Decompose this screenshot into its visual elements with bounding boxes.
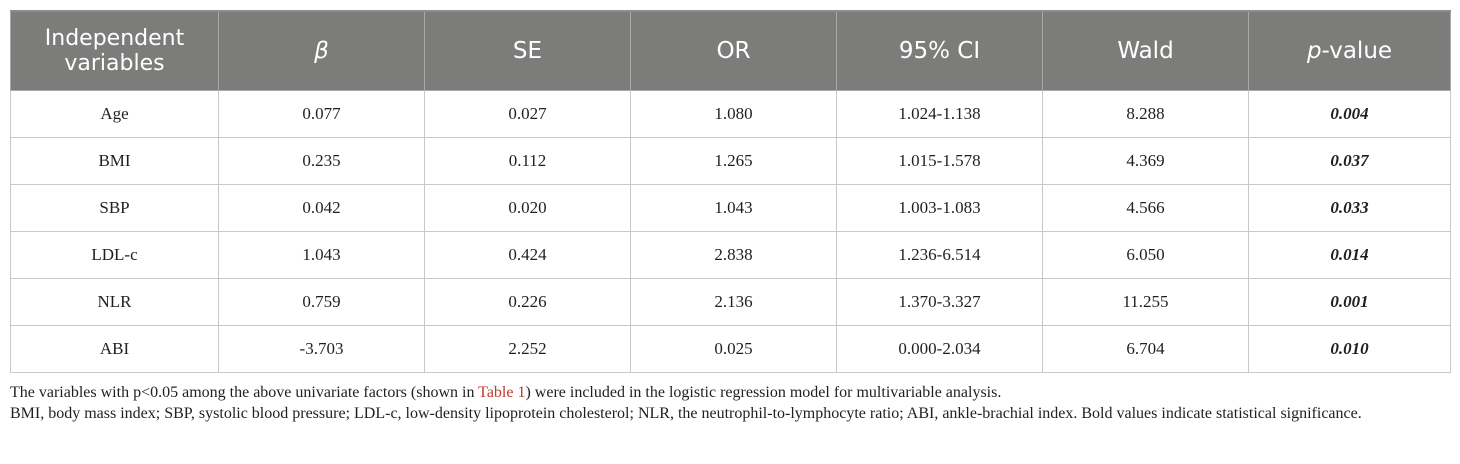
cell-p-value: 0.001 bbox=[1249, 279, 1451, 326]
cell-wald: 6.050 bbox=[1043, 232, 1249, 279]
cell-or: 1.043 bbox=[631, 185, 837, 232]
cell-ci: 1.236-6.514 bbox=[837, 232, 1043, 279]
cell-wald: 4.369 bbox=[1043, 138, 1249, 185]
cell-wald: 11.255 bbox=[1043, 279, 1249, 326]
footnote-inclusion-text-end: ) were included in the logistic regression model for multivariable analysis. bbox=[525, 384, 1002, 401]
header-ci: 95% CI bbox=[837, 11, 1043, 91]
cell-se: 0.112 bbox=[425, 138, 631, 185]
table-row bbox=[11, 326, 1451, 373]
cell-se: 0.424 bbox=[425, 232, 631, 279]
cell-wald: 8.288 bbox=[1043, 91, 1249, 138]
table-row bbox=[11, 232, 1451, 279]
cell-se: 0.027 bbox=[425, 91, 631, 138]
header-p-italic: p bbox=[1306, 37, 1322, 64]
cell-variable: BMI bbox=[11, 138, 219, 185]
cell-se: 0.020 bbox=[425, 185, 631, 232]
cell-beta: 0.759 bbox=[219, 279, 425, 326]
cell-wald: 6.704 bbox=[1043, 326, 1249, 373]
header-beta bbox=[219, 11, 425, 91]
cell-ci: 1.370-3.327 bbox=[837, 279, 1043, 326]
header-wald: Wald bbox=[1043, 11, 1249, 91]
header-beta-symbol: β bbox=[314, 37, 329, 64]
cell-ci: 1.024-1.138 bbox=[837, 91, 1043, 138]
cell-p-value: 0.004 bbox=[1249, 91, 1451, 138]
table-header bbox=[11, 11, 1451, 91]
cell-beta: 0.235 bbox=[219, 138, 425, 185]
cell-p-value: 0.033 bbox=[1249, 185, 1451, 232]
cell-beta: 1.043 bbox=[219, 232, 425, 279]
cell-se: 0.226 bbox=[425, 279, 631, 326]
cell-variable: LDL-c bbox=[11, 232, 219, 279]
header-independent-variables: Independent variables bbox=[11, 11, 219, 91]
cell-ci: 0.000-2.034 bbox=[837, 326, 1043, 373]
cell-beta: 0.077 bbox=[219, 91, 425, 138]
cell-or: 1.080 bbox=[631, 91, 837, 138]
cell-variable: Age bbox=[11, 91, 219, 138]
cell-or: 2.838 bbox=[631, 232, 837, 279]
cell-p-value: 0.010 bbox=[1249, 326, 1451, 373]
header-se: SE bbox=[425, 11, 631, 91]
cell-beta: -3.703 bbox=[219, 326, 425, 373]
table-footnotes bbox=[10, 382, 1450, 424]
table-row bbox=[11, 138, 1451, 185]
cell-or: 1.265 bbox=[631, 138, 837, 185]
table-container bbox=[10, 10, 1450, 424]
footnote-inclusion-text-start: The variables with p<0.05 among the above univariate factors (shown in bbox=[10, 384, 479, 401]
footnote-abbreviations: BMI, body mass index; SBP, systolic blood pressure; LDL-c, low-density lipoprotein cholesterol; NLR, the neutrophil-to-lymphocyte ratio; ABI, ankle-brachial index. Bold values indicate statistical significance. bbox=[10, 405, 1362, 422]
table-body bbox=[11, 91, 1451, 373]
cell-variable: SBP bbox=[11, 185, 219, 232]
cell-variable: ABI bbox=[11, 326, 219, 373]
cell-variable: NLR bbox=[11, 279, 219, 326]
regression-table bbox=[10, 10, 1451, 373]
cell-p-value: 0.014 bbox=[1249, 232, 1451, 279]
cell-wald: 4.566 bbox=[1043, 185, 1249, 232]
header-p-value bbox=[1249, 11, 1451, 91]
header-p-suffix: -value bbox=[1321, 37, 1393, 64]
cell-ci: 1.003-1.083 bbox=[837, 185, 1043, 232]
header-row bbox=[11, 11, 1451, 91]
cell-ci: 1.015-1.578 bbox=[837, 138, 1043, 185]
cell-se: 2.252 bbox=[425, 326, 631, 373]
cell-or: 2.136 bbox=[631, 279, 837, 326]
table-1-link[interactable]: Table 1 bbox=[478, 384, 526, 401]
header-or: OR bbox=[631, 11, 837, 91]
table-row bbox=[11, 185, 1451, 232]
footnote-inclusion bbox=[10, 382, 1450, 403]
table-row bbox=[11, 279, 1451, 326]
cell-beta: 0.042 bbox=[219, 185, 425, 232]
table-row bbox=[11, 91, 1451, 138]
cell-p-value: 0.037 bbox=[1249, 138, 1451, 185]
cell-or: 0.025 bbox=[631, 326, 837, 373]
